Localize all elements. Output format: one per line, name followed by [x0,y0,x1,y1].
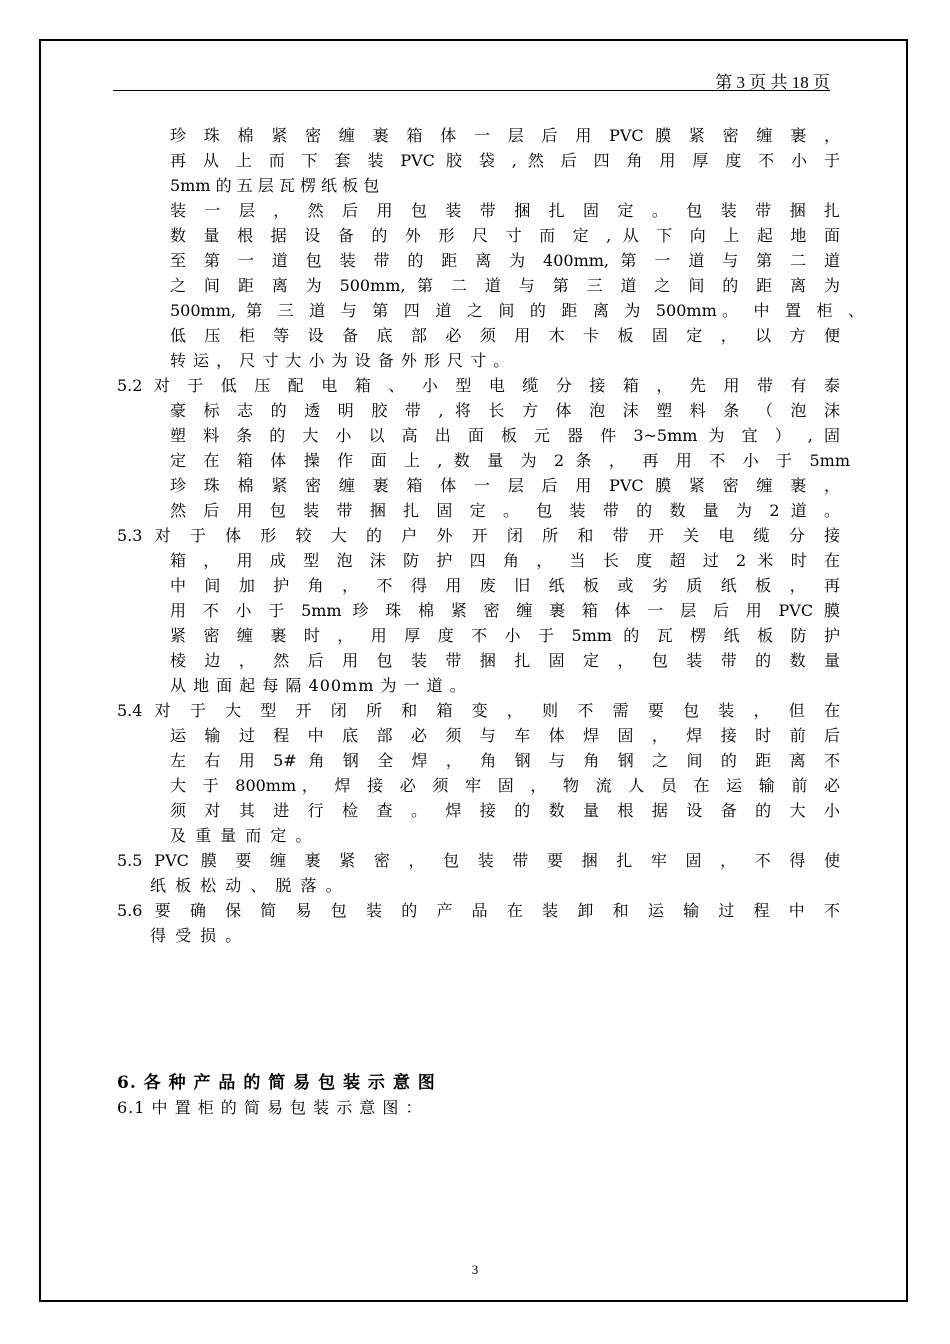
text-line: 豪 标 志 的 透 明 胶 带 , 将 长 方 体 泡 沫 塑 料 条 （ 泡 沫 [170,401,840,420]
text-line: 之 间 距 离 为 500mm, 第 二 道 与 第 三 道 之 间 的 距 离 为 [170,276,840,295]
text-line: 珍 珠 棉 紧 密 缠 裹 箱 体 一 层 后 用 PVC 膜 紧 密 缠 裹 ， [170,126,840,145]
text-line: 须 对 其 进 行 检 查 。 焊 接 的 数 量 根 据 设 备 的 大 小 [170,801,840,820]
item-5-4: 5.4 对 于 大 型 开 闭 所 和 箱 变 ， 则 不 需 要 包 装 ， 但 在 [117,701,840,720]
section-heading: 6. 各 种 产 品 的 简 易 包 装 示 意 图 [117,1073,436,1093]
text-line: 紧 密 缠 裹 时 ， 用 厚 度 不 小 于 5mm 的 瓦 楞 纸 板 防 护 [170,626,840,645]
page-header [113,66,830,91]
text-line: 数 量 根 据 设 备 的 外 形 尺 寸 而 定 , 从 下 向 上 起 地 面 [170,226,840,245]
text-line: 从 地 面 起 每 隔 400mm 为 一 道 。 [170,676,467,695]
text-line: 装 一 层 ， 然 后 用 包 装 带 捆 扎 固 定 。 包 装 带 捆 扎 [170,201,840,220]
text-line: 珍 珠 棉 紧 密 缠 裹 箱 体 一 层 后 用 PVC 膜 紧 密 缠 裹 ， [170,476,840,495]
text-line: 5mm 的 五 层 瓦 楞 纸 板 包 [170,176,380,195]
text-line: 得 受 损 。 [150,926,244,945]
page-info: 第 3 页 共 18 页 [715,73,830,92]
text-line: 再 从 上 而 下 套 装 PVC 胶 袋 , 然 后 四 角 用 厚 度 不 小 于 [170,151,840,170]
text-line: 塑 料 条 的 大 小 以 高 出 面 板 元 器 件 3~5mm 为 宜 ） , 固 [170,426,840,445]
text-line: 及 重 量 而 定 。 [170,826,314,845]
text-line: 中 间 加 护 角 ， 不 得 用 废 旧 纸 板 或 劣 质 纸 板 ， 再 [170,576,840,595]
text-line: 运 输 过 程 中 底 部 必 须 与 车 体 焊 固 ， 焊 接 时 前 后 [170,726,840,745]
item-5-5: 5.5 PVC 膜 要 缠 裹 紧 密 ， 包 装 带 要 捆 扎 牢 固 ， 不 得 使 [117,851,840,870]
item-5-3: 5.3 对 于 体 形 较 大 的 户 外 开 闭 所 和 带 开 关 电 缆 分 接 [117,526,840,545]
text-line: 定 在 箱 体 操 作 面 上 , 数 量 为 2 条 ， 再 用 不 小 于 5mm [170,451,850,470]
text-line: 棱 边 ， 然 后 用 包 装 带 捆 扎 固 定 ， 包 装 带 的 数 量 [170,651,840,670]
item-5-2: 5.2 对 于 低 压 配 电 箱 、 小 型 电 缆 分 接 箱 ， 先 用 带 有 泰 [117,376,840,395]
text-line: 然 后 用 包 装 带 捆 扎 固 定 。 包 装 带 的 数 量 为 2 道 。 [170,501,840,520]
subsection-heading: 6.1 中 置 柜 的 简 易 包 装 示 意 图 ： [117,1098,423,1117]
text-line: 至 第 一 道 包 装 带 的 距 离 为 400mm, 第 一 道 与 第 二 道 [170,251,840,270]
text-line: 左 右 用 5# 角 钢 全 焊 ， 角 钢 与 角 钢 之 间 的 距 离 不 [170,751,840,770]
text-line: 低 压 柜 等 设 备 底 部 必 须 用 木 卡 板 固 定 ， 以 方 便 [170,326,840,345]
text-line: 箱 ， 用 成 型 泡 沫 防 护 四 角 ， 当 长 度 超 过 2 米 时 在 [170,551,840,570]
text-line: 大 于 800mm， 焊 接 必 须 牢 固 ， 物 流 人 员 在 运 输 前 必 [170,776,840,795]
text-line: 纸 板 松 动 、 脱 落 。 [150,876,344,895]
text-line: 500mm, 第 三 道 与 第 四 道 之 间 的 距 离 为 500mm。 中 置 柜 、 [170,301,864,320]
text-line: 转 运 ， 尺 寸 大 小 为 设 备 外 形 尺 寸 。 [170,351,511,370]
page-number: 3 [471,1262,479,1277]
text-line: 用 不 小 于 5mm 珍 珠 棉 紧 密 缠 裹 箱 体 一 层 后 用 PVC 膜 [170,601,840,620]
item-5-6: 5.6 要 确 保 简 易 包 装 的 产 品 在 装 卸 和 运 输 过 程 中 不 [117,901,840,920]
